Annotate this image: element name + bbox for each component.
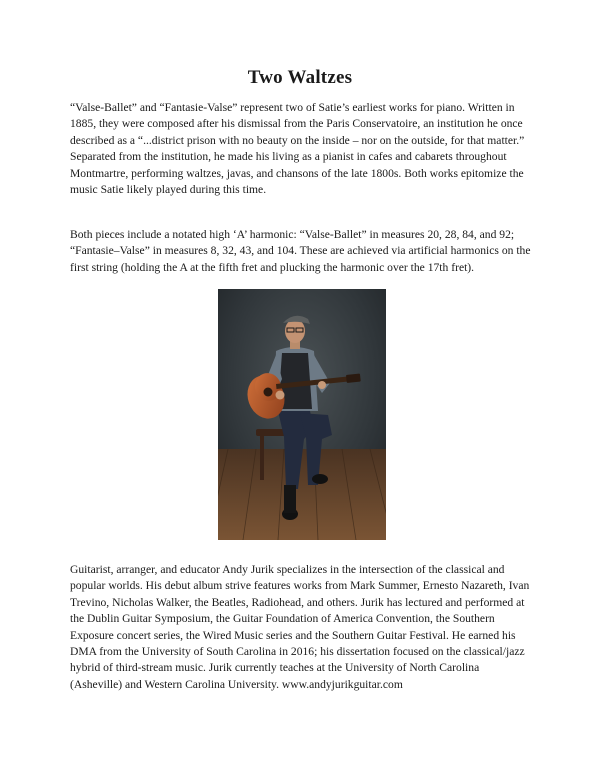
bio-paragraph: Guitarist, arranger, and educator Andy Jurik specializes in the intersection of the classical and popular worlds. His debut album strive features works from Mark Summer, Ernesto Nazareth, Ivan Trevino, Nicholas Walker, the Beatles, Radiohead, and others. Jurik has lectured and performed at the Dublin Guitar Symposium, the Guitar Foundation of America Convention, the Southern Exposure concert series, the Wired Music series and the Southern Guitar Festival. He earned his DMA from the University of South Carolina in 2016; his dissertation focused on the classical/jazz hybrid of third-stream music. Jurik currently teaches at the University of North Carolina (Asheville) and Western Carolina University. www.andyjurikguitar.com	[70, 563, 530, 691]
page-title: Two Waltzes	[247, 67, 353, 88]
harmonics-paragraph: Both pieces include a notated high ‘A’ harmonic: “Valse-Ballet” in measures 20, 28, 84, and 92; “Fantasie–Valse” in measures 8, 32, 43, and 104. These are achieved via artificial harmonics on the first string (holding the A at the fifth fret and plucking the harmonic over the 17th fret).	[70, 228, 531, 274]
face	[285, 319, 305, 343]
photo-floor	[218, 449, 386, 540]
guitarist-photo	[218, 289, 386, 540]
intro-paragraph: “Valse-Ballet” and “Fantasie-Valse” represent two of Satie’s earliest works for piano. Written in 1885, they were composed after his dismissal from the Paris Conservatoire, an institution he once described as a “...district prison with no beauty on the inside – nor on the outside, for that matter.” Separated from the institution, he made his living as a pianist in cafes and cabarets throughout Montmartre, performing waltzes, javas, and chansons of the late 1800s. Both works epitomize the music Satie likely played during this time.	[70, 101, 525, 197]
shoe-right	[312, 474, 328, 484]
